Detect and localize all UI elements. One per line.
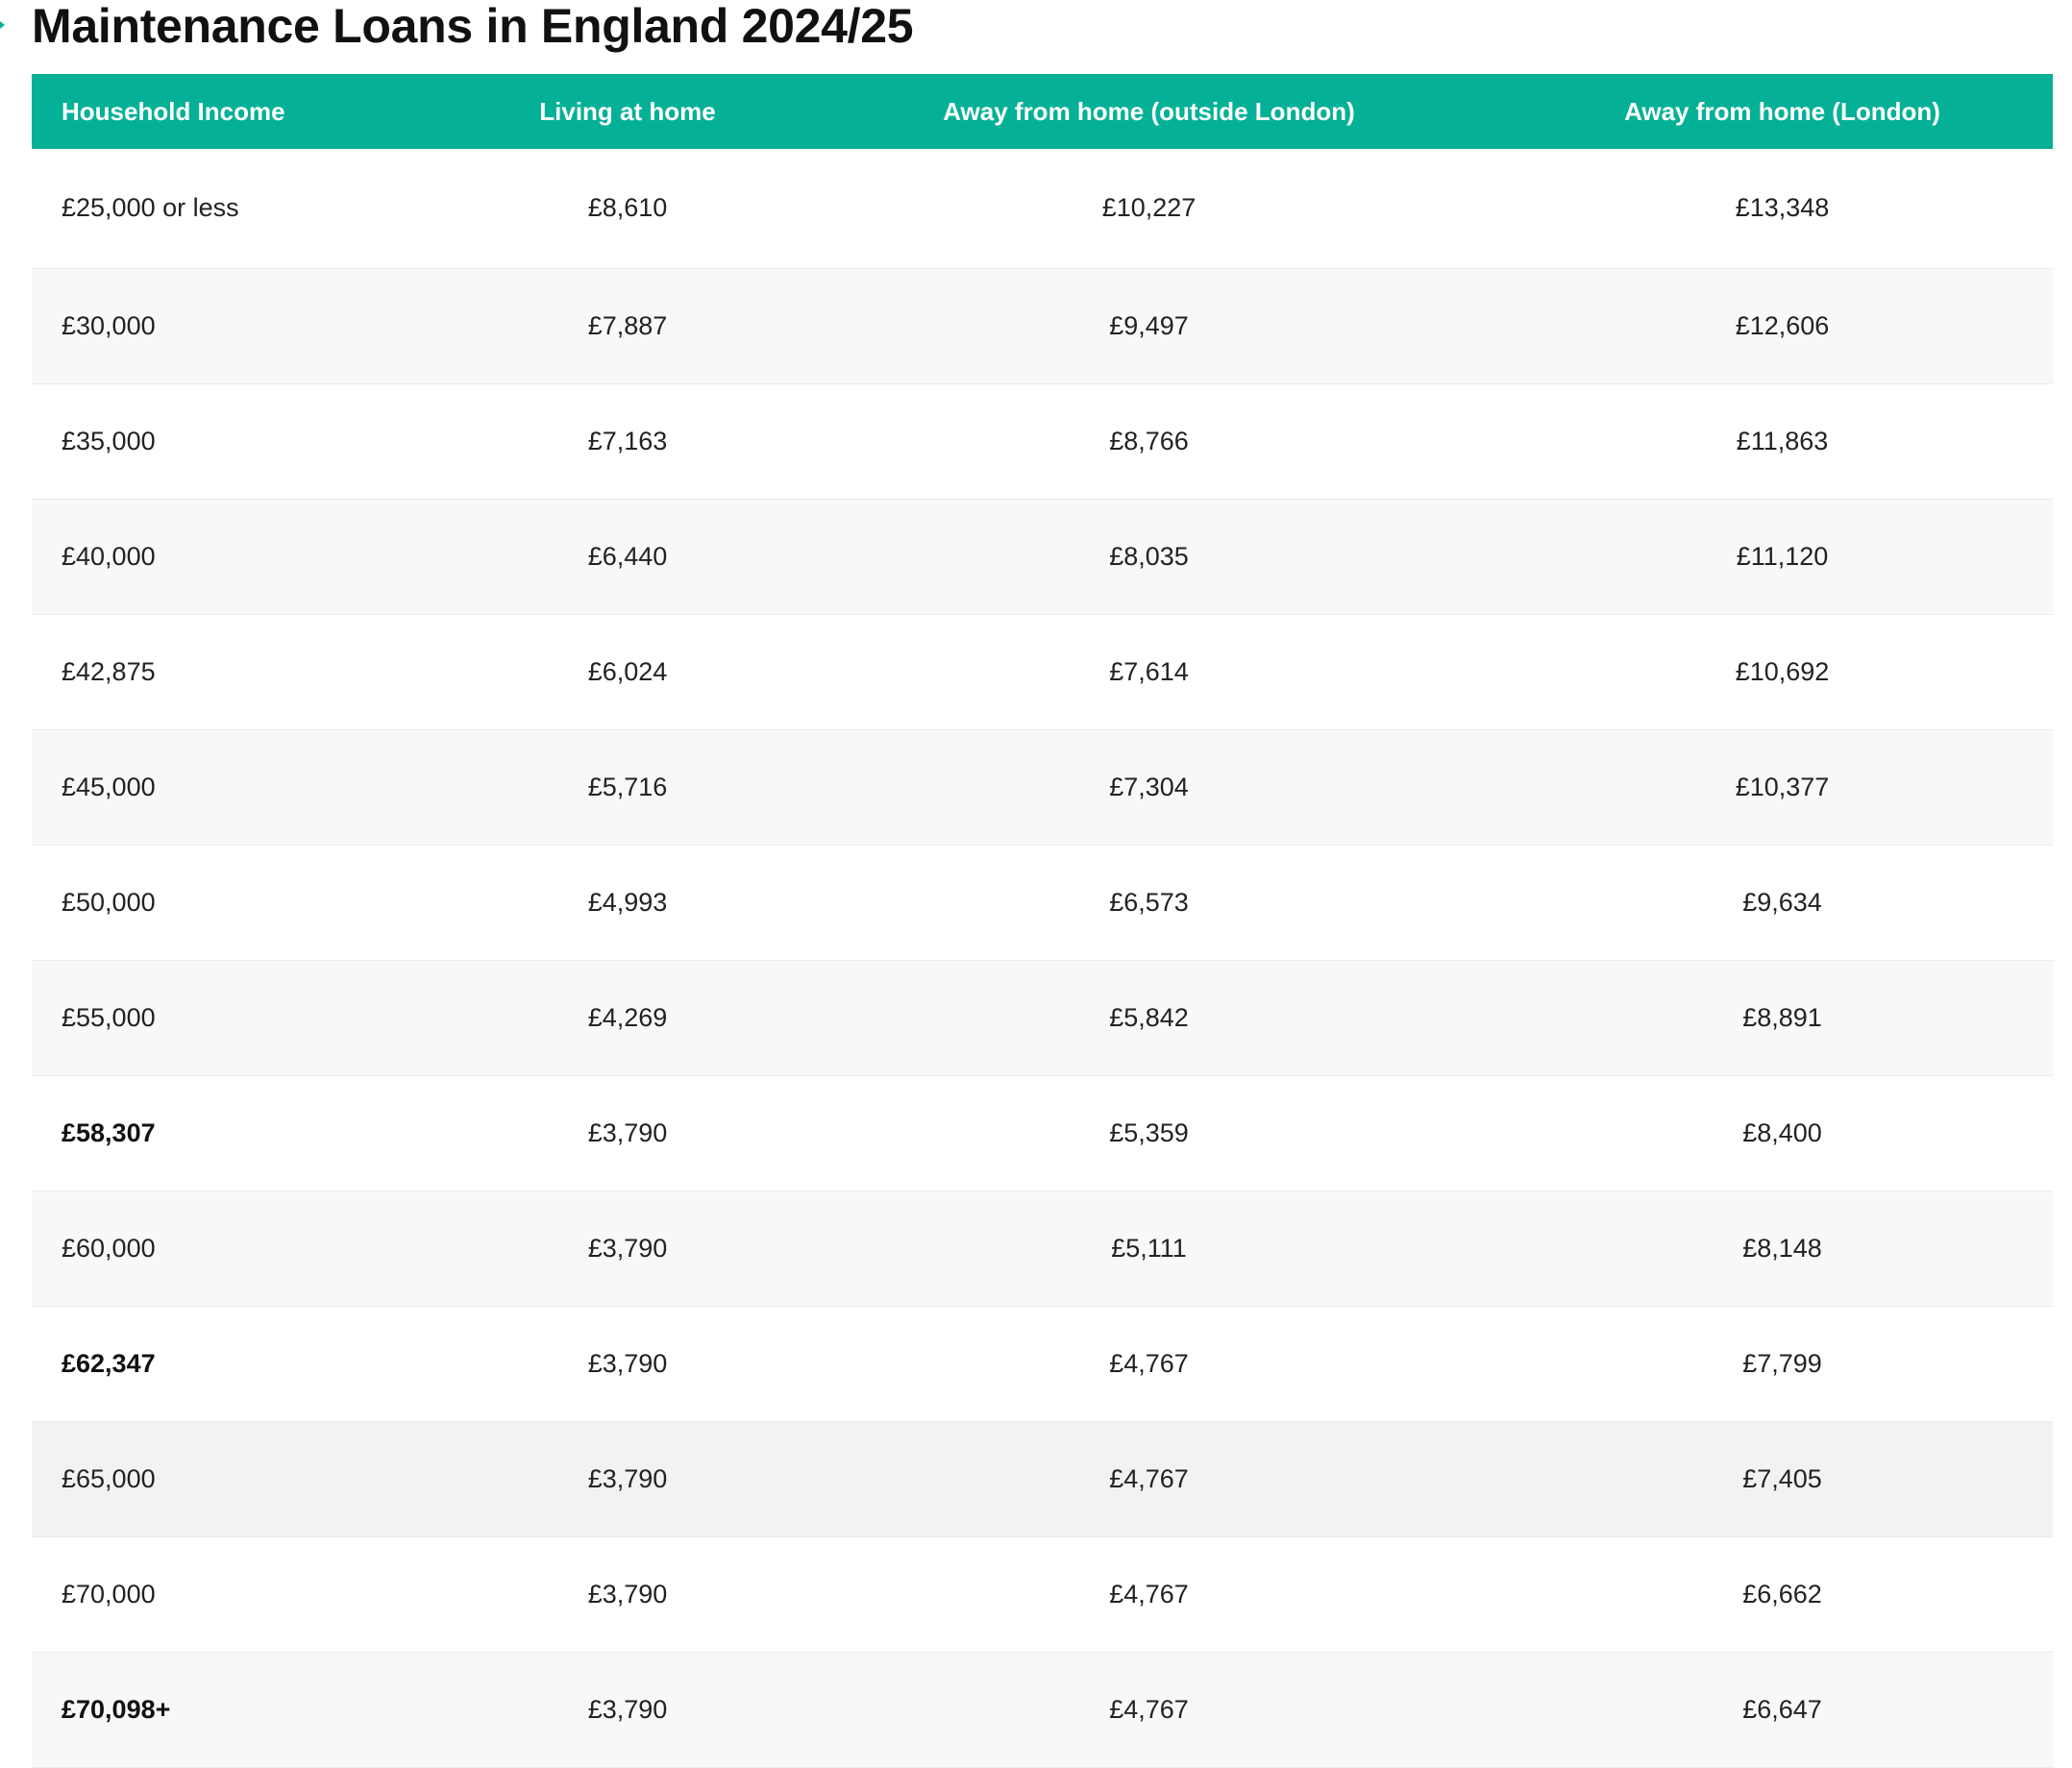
cell-living-at-home: £3,790 bbox=[587, 1579, 668, 1608]
cell-away-london: £9,634 bbox=[1742, 887, 1822, 917]
cell-income: £25,000 or less bbox=[62, 193, 239, 223]
table-row bbox=[32, 1652, 2053, 1767]
cell-away-london: £13,348 bbox=[1735, 193, 1830, 223]
header-household-income: Household Income bbox=[62, 96, 285, 126]
table-row-hovered bbox=[32, 1421, 2053, 1536]
cell-income: £65,000 bbox=[62, 1463, 156, 1493]
cell-living-at-home: £7,163 bbox=[587, 426, 668, 455]
cell-away-london: £6,647 bbox=[1742, 1694, 1822, 1724]
cell-away-outside-london: £7,304 bbox=[1109, 772, 1189, 801]
maintenance-loans-table bbox=[32, 74, 2053, 1768]
cell-away-outside-london: £6,573 bbox=[1109, 887, 1189, 917]
table-row bbox=[32, 845, 2053, 960]
header-away-london: Away from home (London) bbox=[1624, 96, 1940, 126]
maintenance-loans-table-container bbox=[32, 74, 2053, 1768]
cell-away-outside-london: £5,111 bbox=[1111, 1233, 1187, 1263]
table-row bbox=[32, 383, 2053, 499]
cell-income: £55,000 bbox=[62, 1002, 156, 1032]
cell-away-london: £7,405 bbox=[1742, 1463, 1822, 1493]
cell-income: £42,875 bbox=[62, 656, 156, 686]
cell-living-at-home: £4,269 bbox=[587, 1002, 668, 1032]
cell-away-london: £6,662 bbox=[1742, 1579, 1822, 1608]
table-row bbox=[32, 960, 2053, 1075]
page-title: Maintenance Loans in England 2024/25 bbox=[32, 0, 914, 53]
cell-income-threshold: £70,098+ bbox=[62, 1694, 171, 1724]
cell-away-london: £11,863 bbox=[1736, 426, 1829, 455]
table-row bbox=[32, 268, 2053, 383]
cell-away-outside-london: £4,767 bbox=[1109, 1463, 1189, 1493]
cell-living-at-home: £6,440 bbox=[587, 541, 668, 571]
cell-living-at-home: £8,610 bbox=[587, 193, 668, 223]
cell-living-at-home: £7,887 bbox=[587, 310, 668, 340]
cell-living-at-home: £3,790 bbox=[587, 1463, 668, 1493]
cell-living-at-home: £3,790 bbox=[587, 1117, 668, 1147]
cell-away-outside-london: £5,359 bbox=[1109, 1117, 1189, 1147]
cell-away-london: £8,891 bbox=[1742, 1002, 1822, 1032]
cell-away-outside-london: £9,497 bbox=[1109, 310, 1189, 340]
table-row bbox=[32, 149, 2053, 268]
table-row bbox=[32, 1075, 2053, 1191]
table-row bbox=[32, 1306, 2053, 1421]
cell-income: £30,000 bbox=[62, 310, 156, 340]
cell-income-threshold: £58,307 bbox=[62, 1117, 156, 1147]
cell-away-london: £7,799 bbox=[1742, 1348, 1822, 1378]
cell-income: £35,000 bbox=[62, 426, 156, 455]
table-row bbox=[32, 1536, 2053, 1652]
cell-living-at-home: £3,790 bbox=[587, 1233, 668, 1263]
cell-away-london: £8,400 bbox=[1742, 1117, 1822, 1147]
header-living-at-home: Living at home bbox=[539, 96, 716, 126]
cell-away-outside-london: £4,767 bbox=[1109, 1694, 1189, 1724]
cell-income: £70,000 bbox=[62, 1579, 156, 1608]
cell-away-outside-london: £8,766 bbox=[1109, 426, 1189, 455]
cell-income: £40,000 bbox=[62, 541, 156, 571]
table-header-row bbox=[32, 74, 2053, 149]
cell-income: £50,000 bbox=[62, 887, 156, 917]
cell-living-at-home: £3,790 bbox=[587, 1348, 668, 1378]
cell-living-at-home: £4,993 bbox=[587, 887, 668, 917]
cell-away-london: £10,692 bbox=[1735, 656, 1830, 686]
table-row bbox=[32, 499, 2053, 614]
cell-income: £45,000 bbox=[62, 772, 156, 801]
cell-away-outside-london: £4,767 bbox=[1109, 1579, 1189, 1608]
table-row bbox=[32, 614, 2053, 729]
cell-away-outside-london: £5,842 bbox=[1109, 1002, 1189, 1032]
cell-away-outside-london: £8,035 bbox=[1109, 541, 1189, 571]
scroll-edge-marker bbox=[0, 21, 5, 29]
cell-away-london: £11,120 bbox=[1736, 541, 1829, 571]
cell-income-threshold: £62,347 bbox=[62, 1348, 156, 1378]
cell-away-london: £10,377 bbox=[1735, 772, 1830, 801]
cell-away-outside-london: £4,767 bbox=[1109, 1348, 1189, 1378]
cell-away-london: £8,148 bbox=[1742, 1233, 1822, 1263]
header-away-outside-london: Away from home (outside London) bbox=[943, 96, 1355, 126]
cell-income: £60,000 bbox=[62, 1233, 156, 1263]
cell-away-london: £12,606 bbox=[1735, 310, 1830, 340]
cell-away-outside-london: £7,614 bbox=[1109, 656, 1189, 686]
cell-living-at-home: £6,024 bbox=[587, 656, 668, 686]
table-row bbox=[32, 729, 2053, 845]
cell-away-outside-london: £10,227 bbox=[1101, 193, 1196, 223]
table-row bbox=[32, 1191, 2053, 1306]
cell-living-at-home: £5,716 bbox=[587, 772, 668, 801]
cell-living-at-home: £3,790 bbox=[587, 1694, 668, 1724]
